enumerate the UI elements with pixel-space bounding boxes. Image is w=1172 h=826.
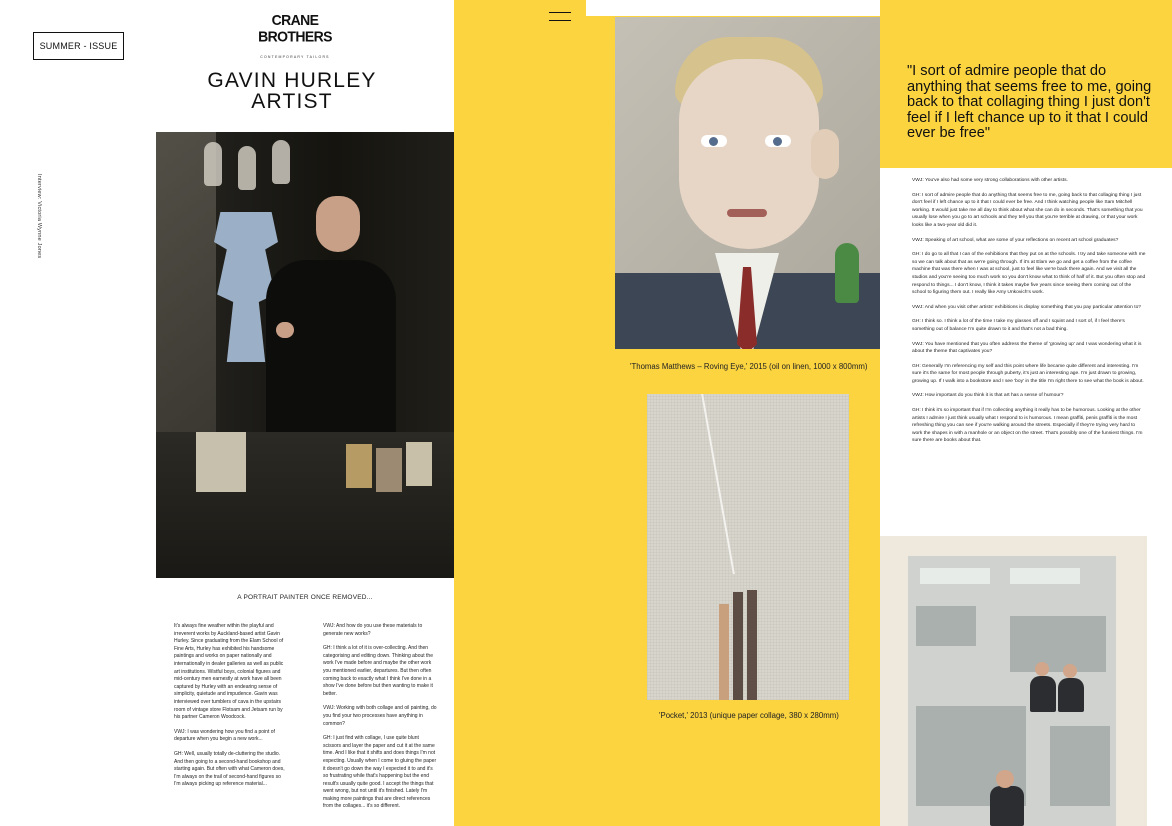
article-column-1 <box>174 623 288 796</box>
right-column <box>880 0 1172 826</box>
interview-credit: Interview: Victoria Wynne Jones <box>36 174 42 259</box>
issue-button[interactable]: SUMMER - ISSUE <box>33 32 124 60</box>
pull-quote: "I sort of admire people that do anything that seems free to me, going back to that collaging thing I just don't feel if I left chance up to it that I could ever be free" <box>907 63 1152 142</box>
interview-paragraph: GH: Generally I'm referencing my self and this point where life became quite different and interesting. I'm sure it's the same for most people through puberty, it's just an interesting age. I'm just drawn to growing, growing up. If I walk into a bookstore and I see 'boy' in the title I'm right there to see what the book is about. <box>912 363 1144 384</box>
brand-subtitle: CONTEMPORARY TAILORS <box>260 55 330 59</box>
brand-name: CRANE BROTHERS <box>258 11 332 45</box>
interview-paragraph: VWJ: You've also had some very strong collaborations with other artists. <box>912 178 1068 183</box>
interview-paragraph: GH: I sort of admire people that do anything that seems free to me, going back to that collaging thing I just don't feel if I left chance up to it that I could ever be free. And I think watching people like Sam Mitchell working. It would just take me all day to think about what she can do in seconds. That's something that you usually lose when you go to art schools and they tell you that you're terrible at drawing, or that your work looks like a two-year old did it. <box>912 192 1143 228</box>
painting-roving-eye <box>615 17 881 349</box>
article-paragraph: It's always fine weather within the playful and irreverent works by Auckland-based artist Gavin Hurley. Since graduating from the Elam School of Fine Arts, Hurley has exhibited his handsome paintings and works on paper nationally and internationally in dealer galleries as well as public art institutions. Wistful boys, colonial figures and mid-century men earnestly at work have all been captured by Hurley with an endearing sense of simplicity, quietude and impudence. Gavin was interviewed over tumblers of cava in the upstairs room of vintage store Flotsam and Jetsam run by his partner Cameron Woodcock. <box>174 623 284 721</box>
painting-2-caption: 'Pocket,' 2013 (unique paper collage, 380 x 280mm) <box>659 711 839 720</box>
interview-paragraph: VWJ: Speaking of art school, what are some of your reflections on recent art school graduates? <box>912 237 1119 243</box>
parrot <box>835 243 859 303</box>
article-paragraph: VWJ: And how do you use these materials to generate new works? <box>323 623 423 637</box>
collage-pocket <box>647 394 849 700</box>
article-paragraph: GH: Well, usually totally de-cluttering the studio. And then going to a second-hand bookshop and starting again. But often with what Cameron does, I'm always on the trail of second-hand figures so I'm always picking up reference material... <box>174 750 285 788</box>
painting-1-caption: 'Thomas Matthews – Roving Eye,' 2015 (oil on linen, 1000 x 800mm) <box>630 362 868 371</box>
middle-column <box>454 0 880 826</box>
article-paragraph: VWJ: I was wondering how you find a point of departure when you begin a new work... <box>174 728 275 743</box>
interview-text <box>912 177 1146 452</box>
left-column <box>0 0 454 826</box>
interview-paragraph: VWJ: How important do you think it is that art has a sense of humour? <box>912 393 1064 399</box>
interview-paragraph: VWJ: And when you visit other artists' exhibitions is display something that you pay particular attention to? <box>912 304 1142 310</box>
article-paragraph: VWJ: Working with both collage and oil painting, do you find your two processes have anything in common? <box>323 705 437 727</box>
article-paragraph: GH: I think a lot of it is over-collecting. And then categorising and editing down. Thinking about the work I've made before and maybe the other work you mentioned earlier, departures. But then often coming back to exactly what I think I've done in a show I've done before but then wanting to make it better. <box>323 645 433 697</box>
interview-paragraph: GH: I do go to all that I can of the exhibitions that they put on at the schools. I try and take someone with me so we can talk about that as we're going through. If it's at Elam we go and get a coffee from the coffee machine that was there when I was at school, just to feel like we're back there again. And we visit all the studios and you're seeing too much work so you don't know what to think of half of it. But you often stop and respond to things... I don't know, I think it takes maybe five years since seeing them coming out of the school to figuring them out. I really like Amy Unkovich's work. <box>912 252 1146 296</box>
article-column-2 <box>323 623 437 818</box>
interview-paragraph: VWJ: You have mentioned that you often address the theme of 'growing up' and I was wondering what it is about the theme that captivates you? <box>912 341 1142 355</box>
page-title <box>156 70 428 112</box>
title-line-name: GAVIN HURLEY <box>207 69 377 92</box>
interview-paragraph: GH: I think it's so important that if I'm collecting anything it really has to be humorous. Looking at the other artists I admire I just think usually what I respond to is humorous. I mean graffiti, penis graffiti is the most refreshing thing you can see if you're walking around the streets. Especially if they're trying very hard to work the shapes in with a manhole or an object on the street. That's possibly one of the funniest things. I'm sure there are books about that. <box>912 408 1143 444</box>
artist-photo <box>156 132 454 578</box>
photo-caption: A PORTRAIT PAINTER ONCE REMOVED... <box>237 594 373 601</box>
pull-quote-block <box>880 0 1172 168</box>
painting-control-room <box>880 536 1147 826</box>
hamburger-menu-icon[interactable] <box>549 12 571 22</box>
article-paragraph: GH: I just find with collage, I use quite blunt scissors and layer the paper and cut it at the same time. And I like that it shifts and does things I'm not expecting. Usually when I come to gluing the paper it doesn't go down the way I expected it to and it's so frustrating while that's happening but the end result's usually quite good. I accept the things that went wrong, but not until it's finished. Lately I'm making more paintings that are direct references from the collages... it's so different. <box>323 735 437 810</box>
brand-logo[interactable] <box>248 12 342 59</box>
interview-paragraph: GH: I think so. I think a lot of the time I take my glasses off and I squint and I sort of, if I feel there's something out of balance I'm quite drawn to it and that's not a bad thing. <box>912 319 1125 332</box>
title-line-role: ARTIST <box>251 90 333 113</box>
